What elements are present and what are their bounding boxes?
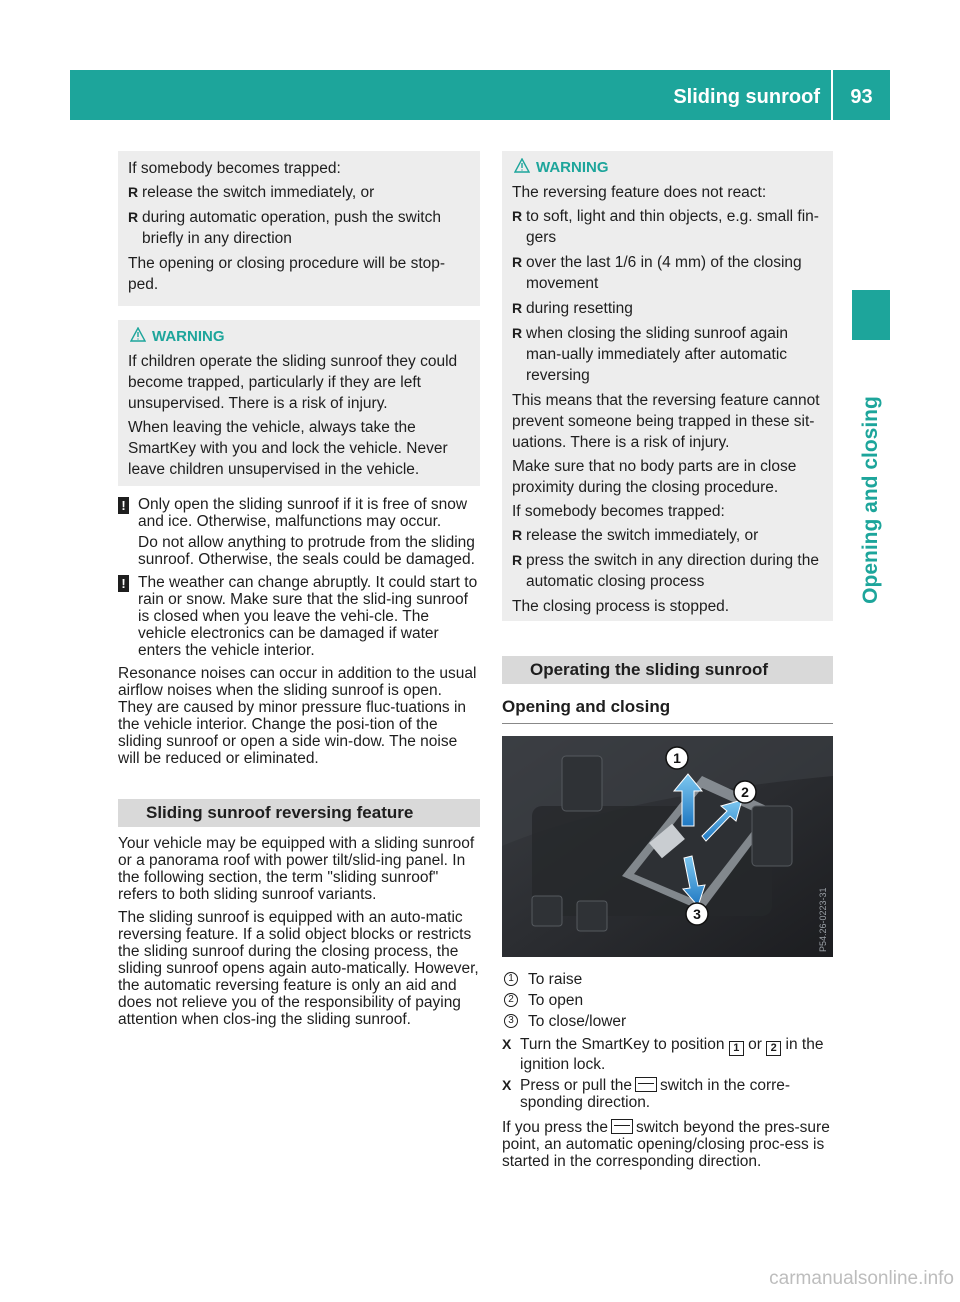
sub-heading-opening-closing: Opening and closing xyxy=(502,696,833,724)
section-heading-reversing: Sliding sunroof reversing feature xyxy=(118,799,480,827)
exclamation-icon: ! xyxy=(118,575,129,592)
sunroof-switch-icon xyxy=(611,1119,633,1134)
sunroof-switch-icon xyxy=(635,1077,657,1092)
warning-text: If somebody becomes trapped: xyxy=(512,503,725,520)
list-item: R over the last 1/6 in (4 mm) of the closing movement xyxy=(512,252,823,294)
warning-list xyxy=(512,525,823,592)
page-number: 93 xyxy=(850,86,873,108)
list-item: R press the switch in any direction during the automatic closing process xyxy=(512,550,823,592)
image-code: P54.26-0223-31 xyxy=(818,887,828,952)
note-text: Only open the sliding sunroof if it is free of snow and ice. Otherwise, malfunctions may occur. xyxy=(138,496,468,530)
step-text: in the ignition lock. xyxy=(520,1036,824,1073)
legend-item xyxy=(502,969,833,990)
warning-heading xyxy=(512,157,823,178)
legend-text: To raise xyxy=(528,971,583,988)
instruction-step xyxy=(502,1036,833,1073)
instruction-steps xyxy=(502,1036,833,1111)
trapped-outro: The opening or closing procedure will be stop-ped. xyxy=(128,255,446,293)
final-text: If you press the xyxy=(502,1119,608,1136)
sunroof-switch-illustration xyxy=(502,736,833,957)
page-title: Sliding sunroof xyxy=(673,86,820,108)
side-tab-label: Opening and closing xyxy=(859,396,882,604)
trapped-box xyxy=(118,151,480,306)
list-item: R release the switch immediately, or xyxy=(128,182,470,203)
callout-2: 2 xyxy=(741,784,749,800)
list-item: R release the switch immediately, or xyxy=(512,525,823,546)
step-text: or xyxy=(748,1036,762,1053)
warning-text: If children operate the sliding sunroof they could become trapped, particularly if they are left unsupervised. There is a risk of injury. xyxy=(128,353,458,412)
watermark: carmanualsonline.info xyxy=(769,1268,954,1289)
warning-box-children xyxy=(118,320,480,486)
side-tab-marker xyxy=(852,290,890,340)
step-text: Press or pull the xyxy=(520,1077,632,1094)
warning-heading-text: WARNING xyxy=(152,328,225,345)
list-item: R to soft, light and thin objects, e.g. small fin-gers xyxy=(512,206,823,248)
key-position-2: 2 xyxy=(766,1041,781,1056)
resonance-paragraph: Resonance noises can occur in addition to the usual airflow noises when the sliding sunroof is open. They are caused by minor pressure fluc-tuations in the vehicle interior. Change the posi-tion of the sliding sunroof or open a side win-dow. The noise will be reduced or eliminated. xyxy=(118,665,477,767)
section-heading-operating: Operating the sliding sunroof xyxy=(502,656,833,684)
warning-text: This means that the reversing feature cannot prevent someone being trapped in these sit-uations. There is a risk of injury. xyxy=(512,392,820,451)
legend-item xyxy=(502,990,833,1011)
legend-number: 3 xyxy=(504,1014,518,1028)
legend-text: To open xyxy=(528,992,584,1009)
note-snow-ice xyxy=(118,496,480,568)
warning-text: The reversing feature does not react: xyxy=(512,184,767,201)
note-text: Do not allow anything to protrude from the sliding sunroof. Otherwise, the seals could be damaged. xyxy=(138,534,475,568)
warning-text: Make sure that no body parts are in close proximity during the closing procedure. xyxy=(512,458,797,496)
list-item: R during resetting xyxy=(512,298,823,319)
note-text: The weather can change abruptly. It could start to rain or snow. Make sure that the slid-ing sunroof is closed when you leave the vehi-cle. The vehicle electronics can be damaged if water enters the vehicle interior. xyxy=(138,574,478,659)
final-text: switch beyond the pres-sure point, an automatic opening/closing proc-ess is started in the corresponding direction. xyxy=(502,1119,830,1170)
legend xyxy=(502,969,833,1032)
step-text: Turn the SmartKey to position xyxy=(520,1036,725,1053)
warning-triangle-icon xyxy=(514,158,530,173)
warning-box-reversing xyxy=(502,151,833,621)
note-weather xyxy=(118,574,480,659)
list-item: R during automatic operation, push the switch briefly in any direction xyxy=(128,207,470,249)
reversing-paragraph: The sliding sunroof is equipped with an auto-matic reversing feature. If a solid object blocks or restricts the sliding sunroof during the closing process, the sliding sunroof opens again auto-matically. However, the automatic reversing feature is only an aid and does not relieve you of the responsibility of paying attention when clos-ing the sliding sunroof. xyxy=(118,909,479,1028)
sunroof-switch-photo xyxy=(502,736,833,957)
final-paragraph xyxy=(502,1119,833,1170)
side-tab xyxy=(856,355,886,645)
callout-3: 3 xyxy=(693,906,701,922)
key-position-1: 1 xyxy=(729,1041,744,1056)
warning-heading-text: WARNING xyxy=(536,159,609,176)
reversing-paragraph: Your vehicle may be equipped with a sliding sunroof or a panorama roof with power tilt/slid-ing panel. In the following section, the term "sliding sunroof" refers to both sliding sunroof variants. xyxy=(118,835,475,903)
trapped-list xyxy=(128,182,470,249)
legend-item xyxy=(502,1011,833,1032)
step-text: switch in the corre-sponding direction. xyxy=(520,1077,791,1111)
exclamation-icon: ! xyxy=(118,497,129,514)
legend-text: To close/lower xyxy=(528,1013,627,1030)
legend-number: 2 xyxy=(504,993,518,1007)
note-block xyxy=(118,496,480,767)
callout-1: 1 xyxy=(673,750,681,766)
right-column xyxy=(502,151,833,1176)
trapped-intro: If somebody becomes trapped: xyxy=(128,160,341,177)
list-item: R when closing the sliding sunroof again man-ually immediately after automatic reversing xyxy=(512,323,823,386)
instruction-step xyxy=(502,1077,833,1111)
left-column xyxy=(118,151,480,1034)
warning-text: The closing process is stopped. xyxy=(512,598,730,615)
warning-text: When leaving the vehicle, always take the SmartKey with you and lock the vehicle. Never leave children unsupervised in the vehicle. xyxy=(128,419,448,478)
warning-list xyxy=(512,206,823,386)
warning-triangle-icon xyxy=(130,327,146,342)
warning-heading xyxy=(128,326,470,347)
legend-number: 1 xyxy=(504,972,518,986)
